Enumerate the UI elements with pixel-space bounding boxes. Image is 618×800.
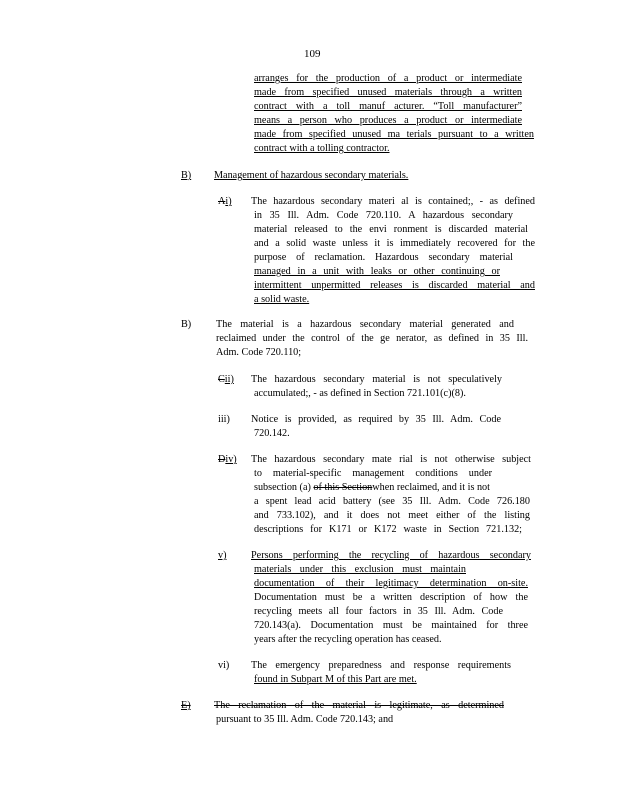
struck-text: of this Section (313, 482, 373, 493)
intro-line: made from specified unused materials through a written (254, 87, 522, 98)
struck-label: C (218, 374, 225, 385)
item-iv-line: to material-specific management conditions under (254, 468, 492, 479)
item-vi-line: The emergency preparedness and response requirements (251, 660, 511, 671)
item-i-line: managed in a unit with leaks or other continuing or (254, 266, 500, 277)
struck-label: A (218, 196, 226, 207)
item-ii-line: The hazardous secondary material is not speculatively (251, 374, 502, 385)
item-v-line: Documentation must be a written description of how the (254, 592, 528, 603)
item-iv-text: subsection (a) (254, 482, 314, 493)
item-label-v: v) (218, 550, 227, 561)
item-i-line: and a solid waste unless it is immediately recovered for the (254, 238, 535, 249)
struck-label: D (218, 454, 226, 465)
item-label-ii (218, 373, 234, 387)
item-i-line: a solid waste. (254, 294, 310, 305)
item-label-iv (218, 453, 237, 467)
section-title-management: Management of hazardous secondary materials. (214, 170, 409, 181)
page-number: 109 (304, 48, 321, 60)
intro-line: made from specified unused ma terials pursuant to a written (254, 129, 534, 140)
intro-line: arranges for the production of a product or intermediate (254, 73, 522, 84)
item-i-line: purpose of reclamation. Hazardous secondary material (254, 252, 513, 263)
item-iv-line: a spent lead acid battery (see 35 Ill. Adm. Code 726.180 (254, 496, 530, 507)
item-v-line: recycling meets all four factors in 35 Ill. Adm. Code (254, 606, 503, 617)
item-ii-line: accumulated;, - as defined in Section 721.101(c)(8). (254, 388, 466, 399)
section-b2-line: The material is a hazardous secondary material generated and (216, 319, 514, 330)
item-v-line: documentation of their legitimacy determination on-site. (254, 578, 528, 589)
item-iii-line: Notice is provided, as required by 35 Ill. Adm. Code (251, 414, 501, 425)
item-label-iii: iii) (218, 414, 230, 425)
item-iv-line (254, 481, 490, 495)
intro-line: means a person who produces a product or intermediate (254, 115, 522, 126)
item-i-line: in 35 Ill. Adm. Code 720.110. A hazardous secondary (254, 210, 513, 221)
intro-line: contract with a tolling contractor. (254, 143, 390, 154)
section-label-b2: B) (181, 319, 192, 330)
item-iv-line: and 733.102), and it does not meet either of the listing (254, 510, 530, 521)
new-label: ii) (224, 374, 234, 385)
section-label-b: B) (181, 170, 192, 181)
item-label-i (218, 195, 232, 209)
item-i-line: material released to the envi ronment is discarded material (254, 224, 528, 235)
new-label: i) (225, 196, 232, 207)
item-v-line: materials under this exclusion must maintain (254, 564, 466, 575)
item-v-line: Persons performing the recycling of hazardous secondary (251, 550, 531, 561)
section-b2-line: Adm. Code 720.110; (216, 347, 302, 358)
item-i-line: The hazardous secondary materi al is contained;, - as defined (251, 196, 535, 207)
item-vi-line: found in Subpart M of this Part are met. (254, 674, 417, 685)
new-label: iv) (225, 454, 237, 465)
item-label-vi: vi) (218, 660, 230, 671)
item-iv-line: The hazardous secondary mate rial is not otherwise subject (251, 454, 531, 465)
item-v-line: years after the recycling operation has ceased. (254, 634, 442, 645)
item-iv-line: descriptions for K171 or K172 waste in Section 721.132; (254, 524, 522, 535)
section-label-e: E) (181, 700, 191, 711)
item-i-line: intermittent unpermitted releases is discarded material and (254, 280, 535, 291)
section-e-line: pursuant to 35 Ill. Adm. Code 720.143; and (216, 714, 394, 725)
item-iii-line: 720.142. (254, 428, 290, 439)
intro-line: contract with a toll manuf acturer. “Toll manufacturer” (254, 101, 522, 112)
item-iv-text: when reclaimed, and it is not (372, 482, 490, 493)
item-v-line: 720.143(a). Documentation must be maintained for three (254, 620, 528, 631)
section-b2-line: reclaimed under the control of the ge nerator, as defined in 35 Ill. (216, 333, 528, 344)
section-e-line: The reclamation of the material is legitimate, as determined (214, 700, 504, 711)
